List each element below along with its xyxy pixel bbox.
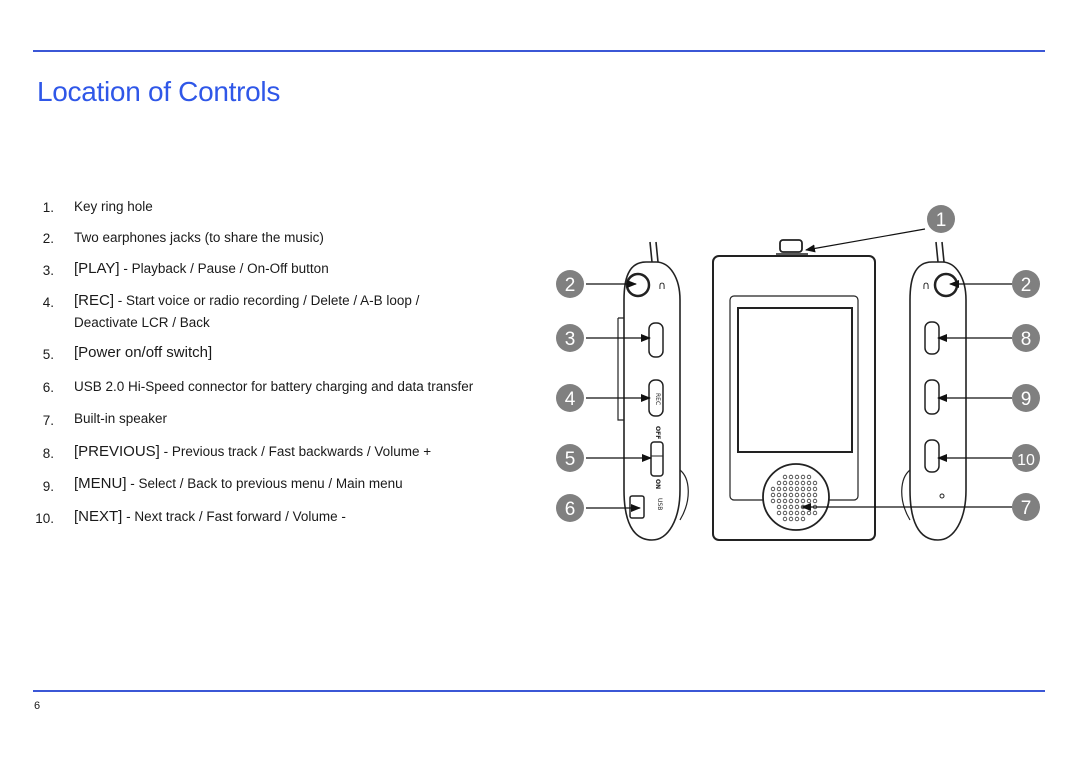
- rec-label: REC: [654, 393, 661, 406]
- item-text: Two earphones jacks (to share the music): [74, 230, 324, 245]
- svg-text:2: 2: [1020, 275, 1032, 296]
- power-switch: [651, 442, 663, 476]
- item-number: 9.: [42, 479, 54, 494]
- item-text: Built-in speaker: [74, 411, 168, 426]
- svg-text:9: 9: [1020, 389, 1032, 410]
- callout-badge: [556, 494, 584, 522]
- item-number: 2.: [42, 231, 54, 246]
- headphone-icon: ∩: [922, 279, 931, 292]
- item-number: 8.: [42, 446, 54, 461]
- item-text-continued: Deactivate LCR / Back: [74, 315, 210, 330]
- item-number: 1.: [42, 200, 54, 215]
- page-title: Location of Controls: [37, 76, 281, 107]
- page-number: 6: [34, 700, 41, 712]
- item-number: 5.: [42, 347, 54, 362]
- svg-text:8: 8: [1020, 329, 1032, 350]
- headphone-jack-right: [935, 274, 957, 296]
- svg-text:10: 10: [1017, 452, 1035, 469]
- usb-port: [630, 496, 644, 518]
- off-label: OFF: [654, 426, 661, 440]
- item-text: [REC] - Start voice or radio recording / Delete / A-B loop /: [74, 292, 420, 309]
- usb-label: USB: [656, 498, 663, 511]
- callout-badge: [927, 205, 955, 233]
- callout-badge: [556, 444, 584, 472]
- callout-badge: [1012, 493, 1040, 521]
- headphone-icon: ∩: [658, 279, 667, 292]
- item-number: 4.: [42, 295, 54, 310]
- headphone-jack-left: [627, 274, 649, 296]
- on-label: ON: [654, 479, 661, 490]
- svg-text:4: 4: [564, 389, 576, 410]
- svg-text:5: 5: [564, 449, 576, 470]
- callout-badge: [1012, 324, 1040, 352]
- item-text: Key ring hole: [74, 199, 153, 214]
- item-text: [Power on/off switch]: [74, 344, 213, 361]
- item-number: 7.: [42, 413, 54, 428]
- item-text: [PREVIOUS] - Previous track / Fast backwards / Volume +: [74, 443, 432, 460]
- callout-badge: [556, 384, 584, 412]
- next-button: [925, 440, 939, 472]
- mic-hole: [940, 494, 944, 498]
- svg-text:7: 7: [1020, 498, 1032, 519]
- item-number: 3.: [42, 263, 54, 278]
- svg-text:3: 3: [564, 329, 576, 350]
- menu-button: [925, 380, 939, 414]
- svg-text:6: 6: [564, 499, 576, 520]
- callout-badge: [556, 324, 584, 352]
- previous-button: [925, 322, 939, 354]
- callout-badge: [1012, 444, 1040, 472]
- callout-badge: [556, 270, 584, 298]
- item-number: 6.: [42, 380, 54, 395]
- item-text: USB 2.0 Hi-Speed connector for battery charging and data transfer: [74, 379, 474, 394]
- item-number: 10.: [35, 511, 54, 526]
- svg-text:2: 2: [564, 275, 576, 296]
- svg-text:1: 1: [935, 210, 947, 231]
- item-text: [MENU] - Select / Back to previous menu / Main menu: [74, 475, 403, 492]
- item-text: [PLAY] - Playback / Pause / On-Off button: [74, 260, 329, 277]
- footer-rule: [33, 690, 1045, 692]
- callout-badge: [1012, 270, 1040, 298]
- callout-badge: [1012, 384, 1040, 412]
- play-button: [649, 323, 663, 357]
- item-text: [NEXT] - Next track / Fast forward / Volume -: [74, 508, 346, 525]
